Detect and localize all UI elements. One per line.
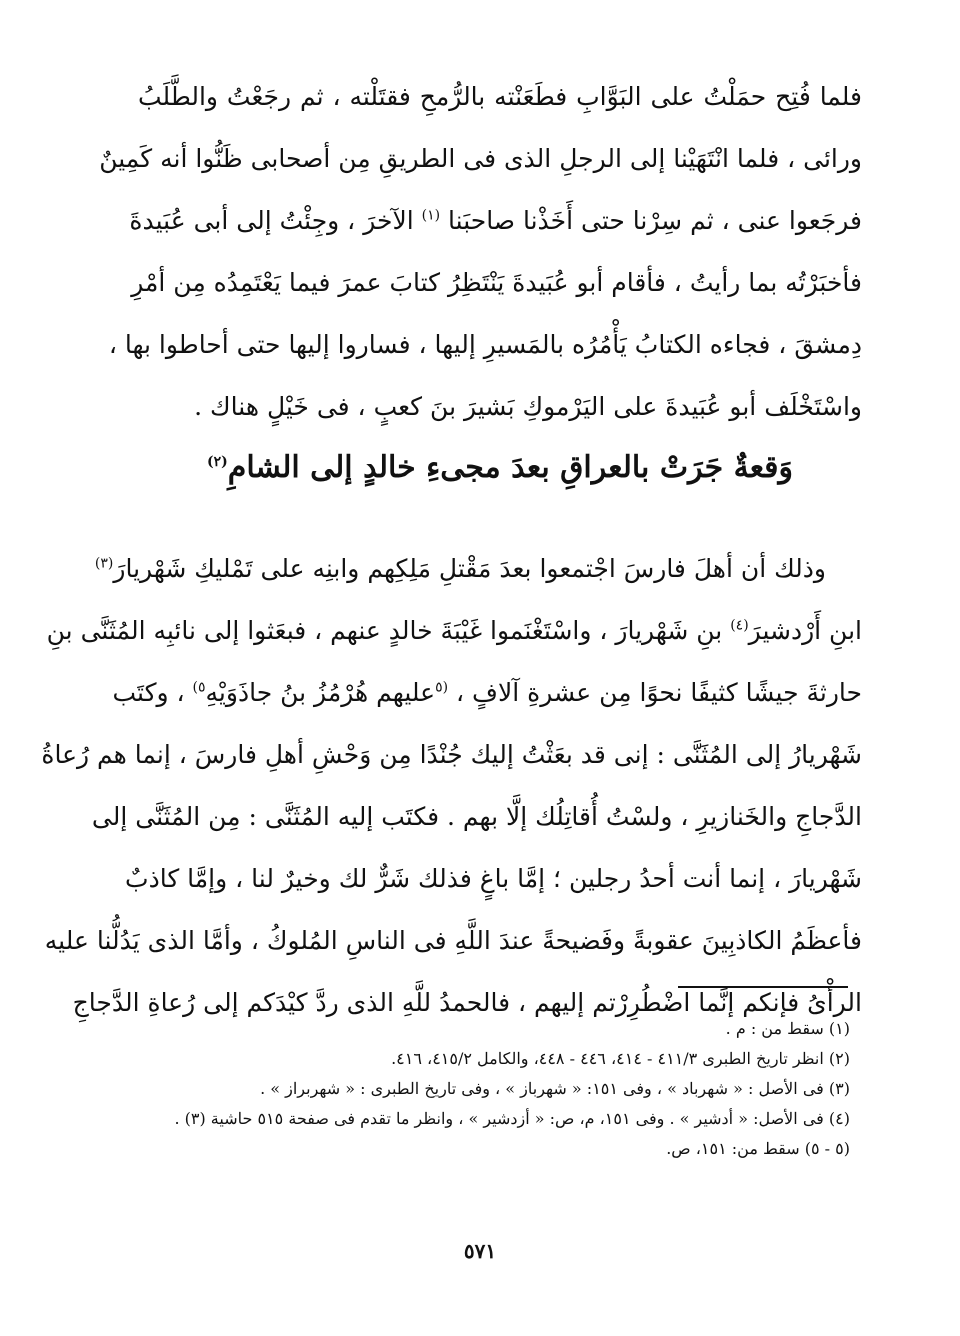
paragraph-2-line: فأعظَمُ الكاذبِينَ عقوبةً وفَضيحةً عندَ اللَّهِ فى الناسِ المُلوكُ ، وأمَّا الذى يَدُلُّنا عليه — [44, 926, 862, 955]
paragraph-2-line-text: ابنِ أَرْدشيرَ — [748, 616, 862, 645]
paragraph-2-line: شَهْريارُ إلى المُثَنَّى : إنى قد بعَثْتُ إليك جُنْدًا مِن وَحْشِ أهلِ فارسَ ، إنما هم رُعاةُ — [41, 740, 862, 769]
paragraph-1-line-text: الآخرَ ، وجِئْتُ إلى أبى عُبَيدةَ — [129, 206, 414, 235]
paragraph-2-line — [112, 662, 862, 724]
footnote-ref-1: (١) — [421, 207, 441, 224]
paragraph-2-line-text: حارثةَ جيشًا كثيفًا نحوًا مِن عشرةِ آلافٍ ، — [456, 678, 862, 707]
paragraph-1-line: ورائى ، فلما انْتَهَيْنا إلى الرجلِ الذى فى الطريقِ مِن أصحابى ظَنُّوا أنه كَمِينٌ — [99, 144, 862, 173]
footnote: (٥ - ٥) سقط من: ١٥١، ص. — [666, 1139, 850, 1158]
footnote-ref-4: (٤) — [730, 617, 749, 634]
footnotes — [138, 1014, 850, 1164]
paragraph-2-line-text: وذلك أن أهلَ فارسَ اجْتمعوا بعدَ مَقْتلِ مَلِكِهم وابنِه على تَمْليكِ شَهْريارَ — [113, 554, 826, 583]
footnote-ref-2: (٢) — [206, 454, 228, 470]
footnote-ref-5-open: (٥ — [435, 679, 449, 696]
paragraph-2-line — [94, 538, 862, 600]
paragraph-1-line: فأخبَرْتُه بما رأيتُ ، فأقام أبو عُبَيدةَ يَنْتَظِرُ كتابَ عمرَ فيما يَعْتَمِدُه مِن أمْرِ — [131, 268, 862, 297]
paragraph-2-line-text: بنِ شَهْريارَ ، واسْتَغْنَموا غَيْبَةَ خالدٍ عنهم ، فبعَثوا إلى نائبِه المُثَنَّى بنِ — [46, 616, 723, 645]
paragraph-2-line — [46, 600, 862, 662]
paragraph-2-line-text: ، وكتَب — [112, 678, 185, 707]
paragraph-1 — [99, 66, 862, 438]
footnote-divider — [678, 986, 848, 988]
section-heading — [138, 438, 862, 498]
section-heading-text: وَقعةٌ جَرَتْ بالعراقِ بعدَ مجىءِ خالدٍ إلى الشامِ — [227, 450, 793, 485]
footnote-ref-3: (٣) — [94, 555, 114, 572]
footnote: (٤) فى الأصل: « أدشير » . وفى ١٥١، م، ص: « أزدشير » ، وانظر ما تقدم فى صفحة ٥١٥ حاشية (٣) . — [174, 1109, 850, 1128]
footnote: (٢) انظر تاريخ الطبرى ٤١١/٣ - ٤١٤، ٤٤٦ - ٤٤٨، والكامل ٤١٥/٢، ٤١٦. — [391, 1049, 850, 1068]
footnote: (١) سقط من : م . — [725, 1019, 850, 1038]
paragraph-2-line: الرأْىُ فإنكم إنَّما اضْطُرِرْتم إليهم ، فالحمدُ للَّهِ الذى ردَّ كيْدَكم إلى رُعاةِ الدَّجاجِ — [72, 988, 862, 1017]
paragraph-1-line — [129, 190, 862, 252]
paragraph-1-line: دِمشقَ ، فجاءه الكتابُ يَأْمُرُه بالمَسيرِ إليها ، فساروا إليها حتى أحاطوا بها ، — [108, 330, 862, 359]
footnote: (٣) فى الأصل : « شهرباد » ، وفى ١٥١: « شهرباز » ، وفى تاريخ الطبرى : « شهربراز » . — [260, 1079, 850, 1098]
paragraph-1-line-text: فرجَعوا عنى ، ثم سِرْنا حتى أَخَذْنا صاحبَنا — [448, 206, 862, 235]
paragraph-2 — [41, 538, 862, 1034]
paragraph-2-line-text: عليهم هُرْمُزُ بنُ جاذَوَيْهِ — [205, 678, 436, 707]
paragraph-2-line: الدَّجاجِ والخَنازيرِ ، ولسْتُ أُقاتِلُك إلَّا بهم . فكتَب إليه المُثَنَّى : مِن المُثَنَّى إلى — [91, 802, 862, 831]
paragraph-2-line: شَهْريارَ ، إنما أنت أحدُ رجلين ؛ إمَّا باغٍ فذلك شَرٌّ لك وخيرٌ لنا ، وإمَّا كاذبٌ — [125, 864, 862, 893]
paragraph-1-line: فلما فُتِح حمَلْتُ على البَوَّابِ فطَعَنْته بالرُّمحِ فقتَلْته ، ثم رجَعْتُ والطَّلَبُ — [138, 82, 862, 111]
footnote-ref-5-close: ٥) — [192, 679, 206, 696]
page-number: ٥٧١ — [463, 1239, 497, 1263]
paragraph-1-line: واسْتَخْلَف أبو عُبَيدةَ على اليَرْموكِ بَشيرَ بنَ كعبٍ ، فى خَيْلٍ هناك . — [194, 392, 862, 421]
